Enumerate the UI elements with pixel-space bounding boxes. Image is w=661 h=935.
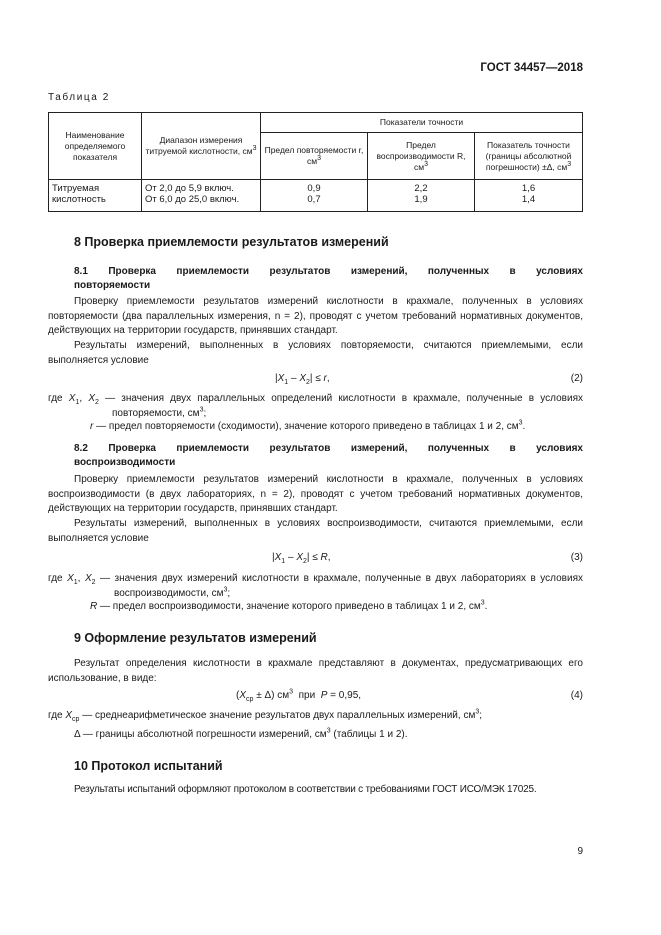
section-9-paragraph-1: Результат определения кислотности в крахмале представляют в документах, предусматривающих его использование, в виде: — [48, 658, 583, 684]
col-header-accuracy-index: Показатель точности (границы абсолютной погрешности) ±Δ, $см^3$ — [475, 133, 583, 180]
accuracy-table — [48, 112, 583, 212]
formula-2-number: (2) — [570, 373, 583, 384]
section-10-title: 10 Протокол испытаний — [74, 759, 223, 773]
col-header-range: Диапазон измерения титруемой кислотности, $см^3$ — [142, 113, 261, 180]
section-8-1-title: 8.1 Проверка приемлемости результатов измерений, полученных в условиях повторяемости — [74, 266, 583, 291]
group-header-accuracy: Показатели точности — [261, 113, 583, 133]
where-4-b: Δ — границы абсолютной погрешности измерений, $см^3$ (таблицы 1 и 2). — [74, 727, 408, 740]
table-row — [49, 180, 583, 212]
formula-3: $|X_1 - X_2| \le R$, — [272, 552, 331, 565]
document-code: ГОСТ 34457—2018 — [480, 62, 583, 74]
formula-4: $(X_{ср} \pm \Delta)$ $см^3$ при P = 0,95, — [236, 688, 362, 703]
section-8-2-paragraph-2: Результаты измерений, выполненных в условиях воспроизводимости, считаются приемлемыми, если выполняется условие — [48, 518, 583, 544]
cell-name: Титруемая кислотность — [49, 180, 142, 212]
page-number: 9 — [577, 846, 583, 857]
where-2-b: r — предел повторяемости (сходимости), значение которого приведено в таблицах 1 и 2, $см^3$. — [90, 419, 526, 432]
cell-R: 2,2 1,9 — [368, 180, 475, 212]
col-header-name: Наименование определяемого показателя — [49, 113, 142, 180]
section-10-paragraph-1: Результаты испытаний оформляют протоколом в соответствии с требованиями ГОСТ ИСО/МЭК 17025. — [74, 784, 537, 795]
formula-2: $|X_1 - X_2| \le r$, — [275, 373, 330, 386]
section-8-2-paragraph-1: Проверку приемлемости результатов измерений кислотности в крахмале, полученных в условиях воспроизводимости (в двух лабораториях, n = 2), проводят с учетом требований нормативных документов, действующих на территории государств, принявших стандарт. — [48, 474, 583, 514]
cell-r: 0,9 0,7 — [261, 180, 368, 212]
section-8-1-paragraph-1: Проверку приемлемости результатов измерений кислотности в крахмале, полученных в условиях повторяемости (два параллельных измерения, n = 2), проводят с учетом требований нормативных документов, действующих на территории государств, принявших стандарт. — [48, 296, 583, 336]
where-4-a: где $X_{ср}$ — среднеарифметическое значение результатов двух параллельных измерений, $см^3$; — [48, 708, 482, 723]
where-2-a: где $X_1$, $X_2$ — значения двух параллельных определений кислотности в крахмале, полученные в условиях повторяемости, $см^3$; — [48, 393, 583, 419]
section-8-1-paragraph-2: Результаты измерений, выполненных в условиях повторяемости, считаются приемлемыми, если выполняется условие — [48, 340, 583, 366]
formula-4-number: (4) — [570, 690, 583, 701]
col-header-reproducibility: Предел воспроизводимости R, $см^3$ — [368, 133, 475, 180]
where-3-b: R — предел воспроизводимости, значение которого приведено в таблицах 1 и 2, $см^3$. — [90, 599, 488, 612]
formula-3-number: (3) — [570, 552, 583, 563]
col-header-repeatability: Предел повторяемости r, $см^3$ — [261, 133, 368, 180]
section-8-title: 8 Проверка приемлемости результатов измерений — [74, 235, 389, 249]
cell-range: От 2,0 до 5,9 включ. От 6,0 до 25,0 включ. — [142, 180, 261, 212]
cell-delta: 1,6 1,4 — [475, 180, 583, 212]
section-8-2-title: 8.2 Проверка приемлемости результатов измерений, полученных в условиях воспроизводимости — [74, 443, 583, 468]
section-9-title: 9 Оформление результатов измерений — [74, 631, 317, 645]
table-caption: Таблица 2 — [48, 92, 110, 103]
where-3-a: где $X_1$, $X_2$ — значения двух измерений кислотности в крахмале, полученные в двух лабораториях в условиях воспроизводимости, $см^3$; — [48, 573, 584, 599]
